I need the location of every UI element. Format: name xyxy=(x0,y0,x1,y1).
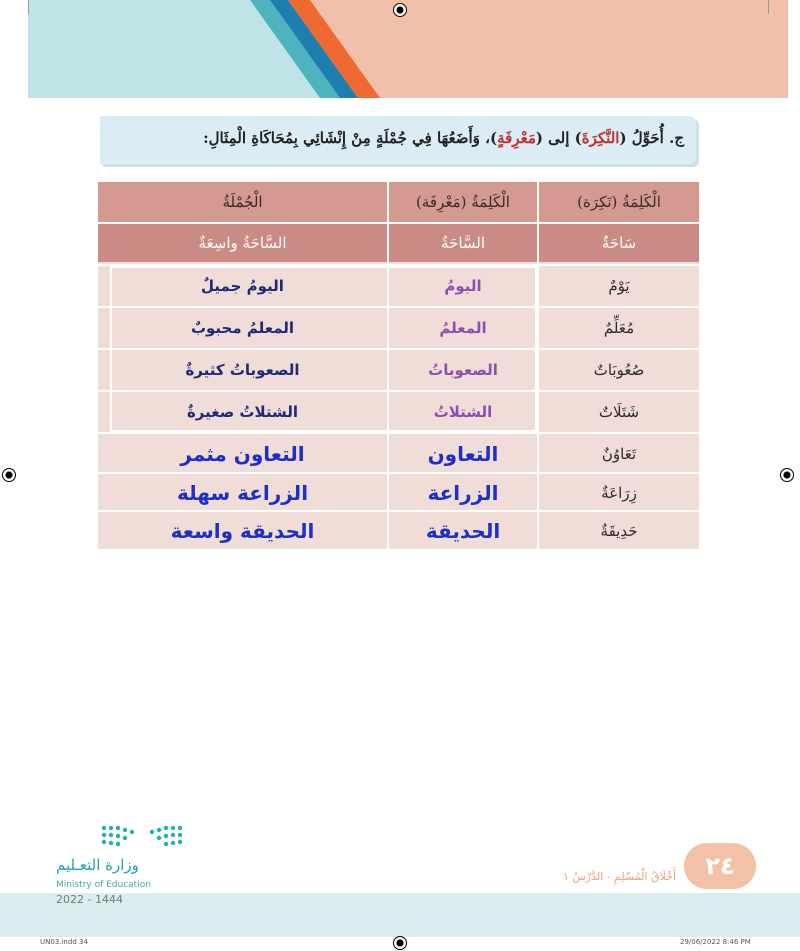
registration-mark-icon xyxy=(2,468,16,482)
row7-indefinite: حَدِيقَةٌ xyxy=(600,521,638,540)
column-divider xyxy=(537,182,539,549)
header-sentence: الْجُمْلَةُ xyxy=(98,182,387,222)
row-divider xyxy=(98,432,699,434)
registration-mark-icon xyxy=(780,468,794,482)
row2-sentence: المعلمُ محبوبٌ xyxy=(190,319,295,337)
answer-box-outline xyxy=(110,266,537,432)
crop-mark xyxy=(28,0,29,14)
row4-indefinite: شَتَلَاتٌ xyxy=(598,403,640,421)
row5-sentence: التعاون مثمر xyxy=(180,442,305,466)
ministry-logo-icon xyxy=(100,822,190,850)
row-divider xyxy=(98,472,699,474)
row3-indefinite: صُعُوبَاتٌ xyxy=(593,361,645,379)
ministry-name-english: Ministry of Education xyxy=(56,880,151,890)
row1-sentence: اليومُ جميلٌ xyxy=(201,277,284,295)
row-divider xyxy=(98,510,699,512)
row1-indefinite: يَوْمٌ xyxy=(608,277,630,295)
crop-mark xyxy=(768,0,769,14)
instruction-term-indefinite: النَّكِرَةَ xyxy=(581,129,620,147)
row4-sentence: الشتلاتُ صغيرةٌ xyxy=(186,403,299,421)
row2-definite: المعلمُ xyxy=(439,319,487,337)
row7-definite: الحديقة xyxy=(425,518,501,543)
instruction-term-definite: مَعْرِفَةٍ xyxy=(497,129,536,147)
example-indefinite: سَاحَةٌ xyxy=(539,224,699,262)
lesson-label: أَخْلَاقُ الْمُسْلِمِ - الدَّرْسُ ١ xyxy=(562,870,676,883)
exercise-table xyxy=(98,182,699,549)
instruction-part: ) إلى ( xyxy=(535,129,582,147)
row3-sentence: الصعوباتُ كثيرةٌ xyxy=(185,361,300,379)
row3-definite: الصعوباتُ xyxy=(428,361,498,379)
row7-sentence: الحديقة واسعة xyxy=(170,518,315,543)
header-definite: الْكَلِمَةُ (مَعْرِفَة) xyxy=(389,182,537,222)
instruction-text xyxy=(203,129,684,147)
instruction-box xyxy=(100,116,696,164)
ministry-name-arabic: وزارة التعـليم xyxy=(56,856,139,874)
page-number: ٢٤ xyxy=(684,843,756,889)
row-divider xyxy=(98,222,699,224)
row5-definite: التعاون xyxy=(427,442,499,466)
row6-sentence: الزراعة سهلة xyxy=(176,481,309,505)
example-sentence: السَّاحَةُ واسِعَةٌ xyxy=(98,224,387,262)
top-banner xyxy=(28,0,788,98)
row4-definite: الشتلاتُ xyxy=(433,403,493,421)
file-slug: UN03.indd 34 xyxy=(40,938,88,946)
row6-definite: الزراعة xyxy=(427,481,499,505)
instruction-letter: ج. xyxy=(669,129,684,147)
row6-indefinite: زِرَاعَةٌ xyxy=(601,484,637,502)
date-slug: 29/06/2022 8:46 PM xyxy=(680,938,751,946)
registration-mark-icon xyxy=(393,3,407,17)
header-indefinite: الْكَلِمَةُ (نَكِرَة) xyxy=(539,182,699,222)
edition-year: 2022 - 1444 xyxy=(56,893,123,906)
registration-mark-icon xyxy=(393,936,407,950)
example-definite: السَّاحَةُ xyxy=(389,224,537,262)
instruction-part: أُحَوِّلُ ( xyxy=(619,129,664,147)
row1-definite: اليومُ xyxy=(444,277,482,295)
row5-indefinite: تَعَاوُنٌ xyxy=(601,445,637,463)
instruction-part: )، وَأَضَعُهَا فِي جُمْلَةٍ مِنْ إِنْشَائِي بِمُحَاكَاةِ الْمِثَالِ: xyxy=(203,129,498,147)
row2-indefinite: مُعَلِّمٌ xyxy=(603,319,635,337)
